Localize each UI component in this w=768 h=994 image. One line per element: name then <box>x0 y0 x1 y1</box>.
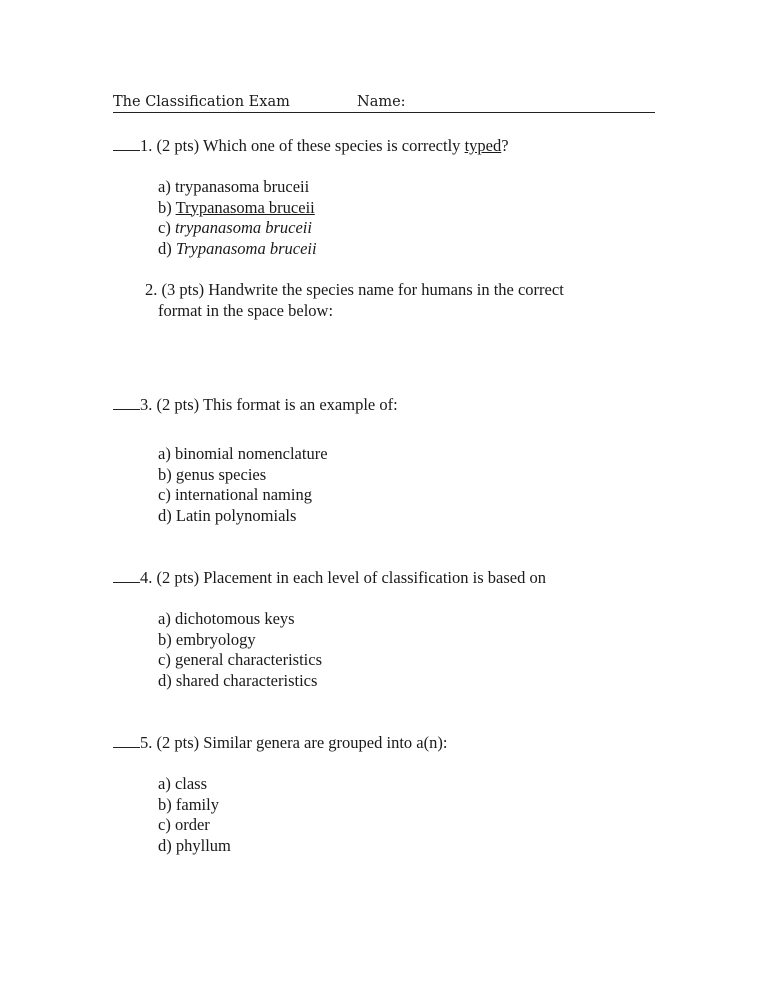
option-letter: b) <box>158 794 172 814</box>
name-label: Name: <box>357 94 406 110</box>
question-number: 1. <box>140 136 153 155</box>
question-text: (2 pts) Which one of these species is correctly <box>156 136 465 155</box>
option-letter: a) <box>158 444 171 463</box>
question-text: (3 pts) Handwrite the species name for humans in the correct <box>157 280 564 299</box>
option-text: international naming <box>174 485 312 504</box>
option-text: Latin polynomials <box>175 505 297 525</box>
exam-title: The Classification Exam <box>113 94 290 110</box>
option-b <box>158 465 328 486</box>
question-2 <box>145 280 564 321</box>
option-text: order <box>174 815 210 834</box>
option-text: 5. <box>140 733 153 752</box>
option-text: embryology <box>175 629 256 649</box>
option-c <box>158 650 322 671</box>
question-suffix: ? <box>501 136 509 155</box>
option-text: Trypanasoma bruceii <box>175 197 315 217</box>
question-1-options <box>158 177 317 259</box>
option-a <box>158 609 322 630</box>
question-3-options <box>158 444 328 526</box>
answer-blank <box>113 137 140 151</box>
option-letter: c) <box>158 650 171 669</box>
question-5 <box>113 733 447 754</box>
exam-header <box>113 92 655 113</box>
question-4-options <box>158 609 322 691</box>
option-text: 4. <box>140 568 153 587</box>
option-b <box>158 795 231 816</box>
option-c <box>158 815 231 836</box>
question-4 <box>113 568 546 589</box>
answer-blank <box>113 569 140 583</box>
option-letter: b) <box>158 629 172 649</box>
answer-blank <box>113 734 140 748</box>
option-text: general characteristics <box>174 650 322 669</box>
option-letter: c) <box>158 485 171 504</box>
question-1 <box>113 136 509 157</box>
option-letter: a) <box>158 177 171 196</box>
question-5-options <box>158 774 231 856</box>
option-text: Trypanasoma bruceii <box>175 238 317 258</box>
option-text: trypanasoma bruceii <box>174 177 310 196</box>
option-text: (2 pts) Placement in each level of classification is based on <box>156 568 546 587</box>
option-text: dichotomous keys <box>174 609 295 628</box>
option-text: (2 pts) Similar genera are grouped into a(n): <box>156 733 448 752</box>
option-text: trypanasoma bruceii <box>174 218 312 237</box>
option-d <box>158 671 322 692</box>
option-letter: d) <box>158 670 172 690</box>
option-a <box>158 774 231 795</box>
option-d <box>158 239 317 260</box>
option-b <box>158 630 322 651</box>
option-letter: d) <box>158 835 172 855</box>
option-d <box>158 506 328 527</box>
option-letter: a) <box>158 774 171 793</box>
option-letter: a) <box>158 609 171 628</box>
question-text-cont: format in the space below: <box>158 300 334 320</box>
question-3 <box>113 395 398 416</box>
option-text: genus species <box>175 464 267 484</box>
option-letter: c) <box>158 815 171 834</box>
option-letter: b) <box>158 464 172 484</box>
option-letter: c) <box>158 218 171 237</box>
option-a <box>158 444 328 465</box>
option-letter: d) <box>158 238 172 258</box>
option-letter: b) <box>158 197 172 217</box>
option-c <box>158 218 317 239</box>
option-text: 3. <box>140 395 153 414</box>
option-text: class <box>174 774 208 793</box>
option-c <box>158 485 328 506</box>
option-text: (2 pts) This format is an example of: <box>156 395 398 414</box>
emphasis-word: typed <box>464 136 502 155</box>
answer-blank <box>113 396 140 410</box>
option-text: shared characteristics <box>175 670 318 690</box>
option-d <box>158 836 231 857</box>
option-text: phyllum <box>175 835 231 855</box>
option-a <box>158 177 317 198</box>
question-number: 2. <box>145 280 158 299</box>
option-text: family <box>175 794 219 814</box>
option-letter: d) <box>158 505 172 525</box>
option-b <box>158 198 317 219</box>
option-text: binomial nomenclature <box>174 444 328 463</box>
